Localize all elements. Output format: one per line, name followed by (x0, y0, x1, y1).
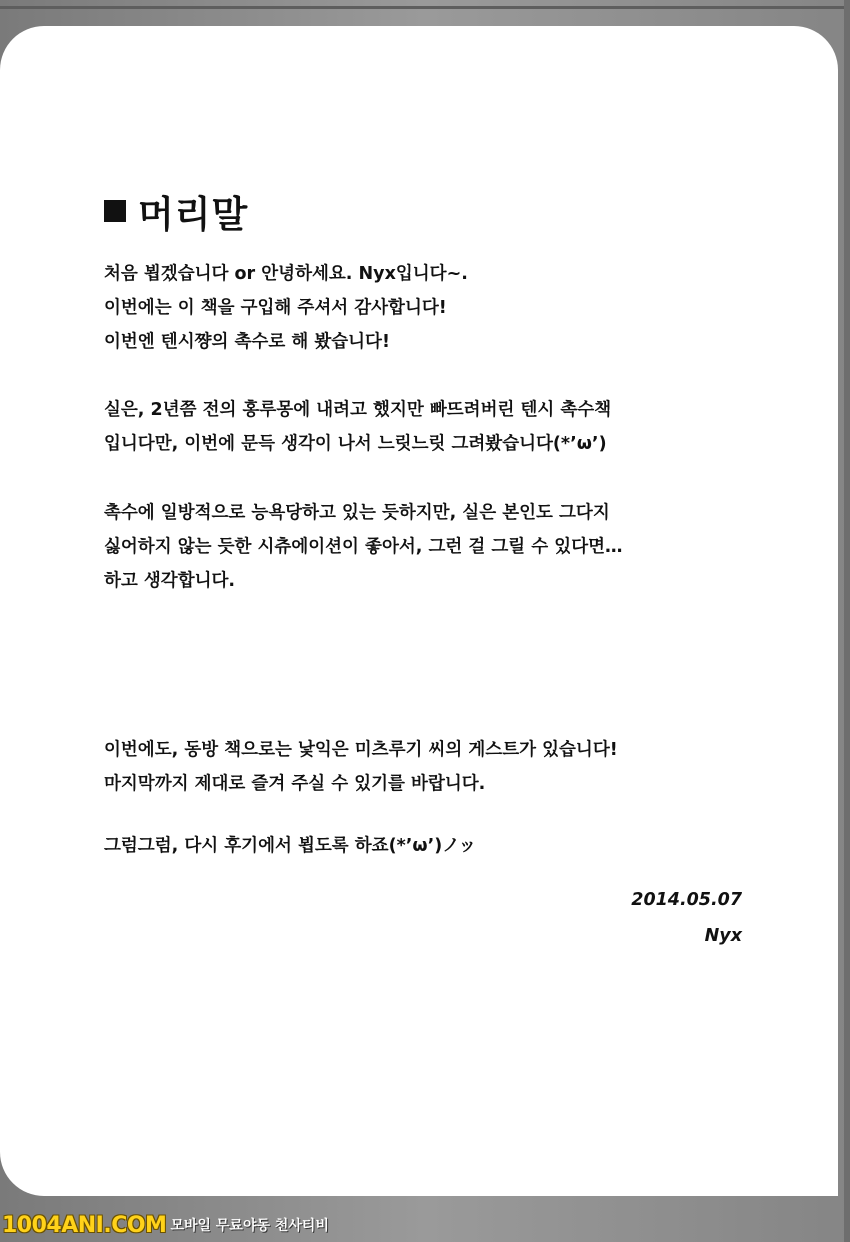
signature-date: 2014.05.07 (631, 890, 742, 910)
top-border-line (0, 6, 850, 9)
watermark-footer (0, 1208, 400, 1242)
paragraph-3-line-2: 싫어하지 않는 듯한 시츄에이션이 좋아서, 그런 걸 그릴 수 있다면… (104, 537, 623, 557)
paragraph-1-line-3: 이번엔 텐시쨩의 촉수로 해 봤습니다! (104, 332, 390, 352)
paragraph-4-line-2: 마지막까지 제대로 즐겨 주실 수 있기를 바랍니다. (104, 774, 486, 794)
paragraph-2-line-1: 실은, 2년쯤 전의 홍루몽에 내려고 했지만 빠뜨려버린 텐시 촉수책 (104, 400, 612, 420)
paragraph-2-line-2: 입니다만, 이번에 문득 생각이 나서 느릿느릿 그려봤습니다(*’ω’) (104, 434, 607, 454)
signature-author: Nyx (704, 926, 742, 946)
paragraph-3-line-3: 하고 생각합니다. (104, 571, 236, 591)
watermark-tagline: 모바일 무료야동 천사티비 (170, 1218, 329, 1234)
paragraph-1-line-1: 처음 뵙겠습니다 or 안녕하세요. Nyx입니다~. (104, 264, 468, 284)
right-border-strip (844, 0, 850, 1242)
paragraph-5-line-1: 그럼그럼, 다시 후기에서 뵙도록 하죠(*’ω’)ノッ (104, 836, 477, 856)
paragraph-3-line-1: 촉수에 일방적으로 능욕당하고 있는 듯하지만, 실은 본인도 그다지 (104, 503, 610, 523)
paragraph-1-line-2: 이번에는 이 책을 구입해 주셔서 감사합니다! (104, 298, 447, 318)
heading-text: 머리말 (138, 193, 249, 236)
paragraph-4-line-1: 이번에도, 동방 책으로는 낯익은 미츠루기 씨의 게스트가 있습니다! (104, 740, 618, 760)
watermark-site: 1004ANI.COM (2, 1212, 167, 1238)
preface-heading (104, 186, 248, 236)
black-square-icon (104, 200, 126, 222)
